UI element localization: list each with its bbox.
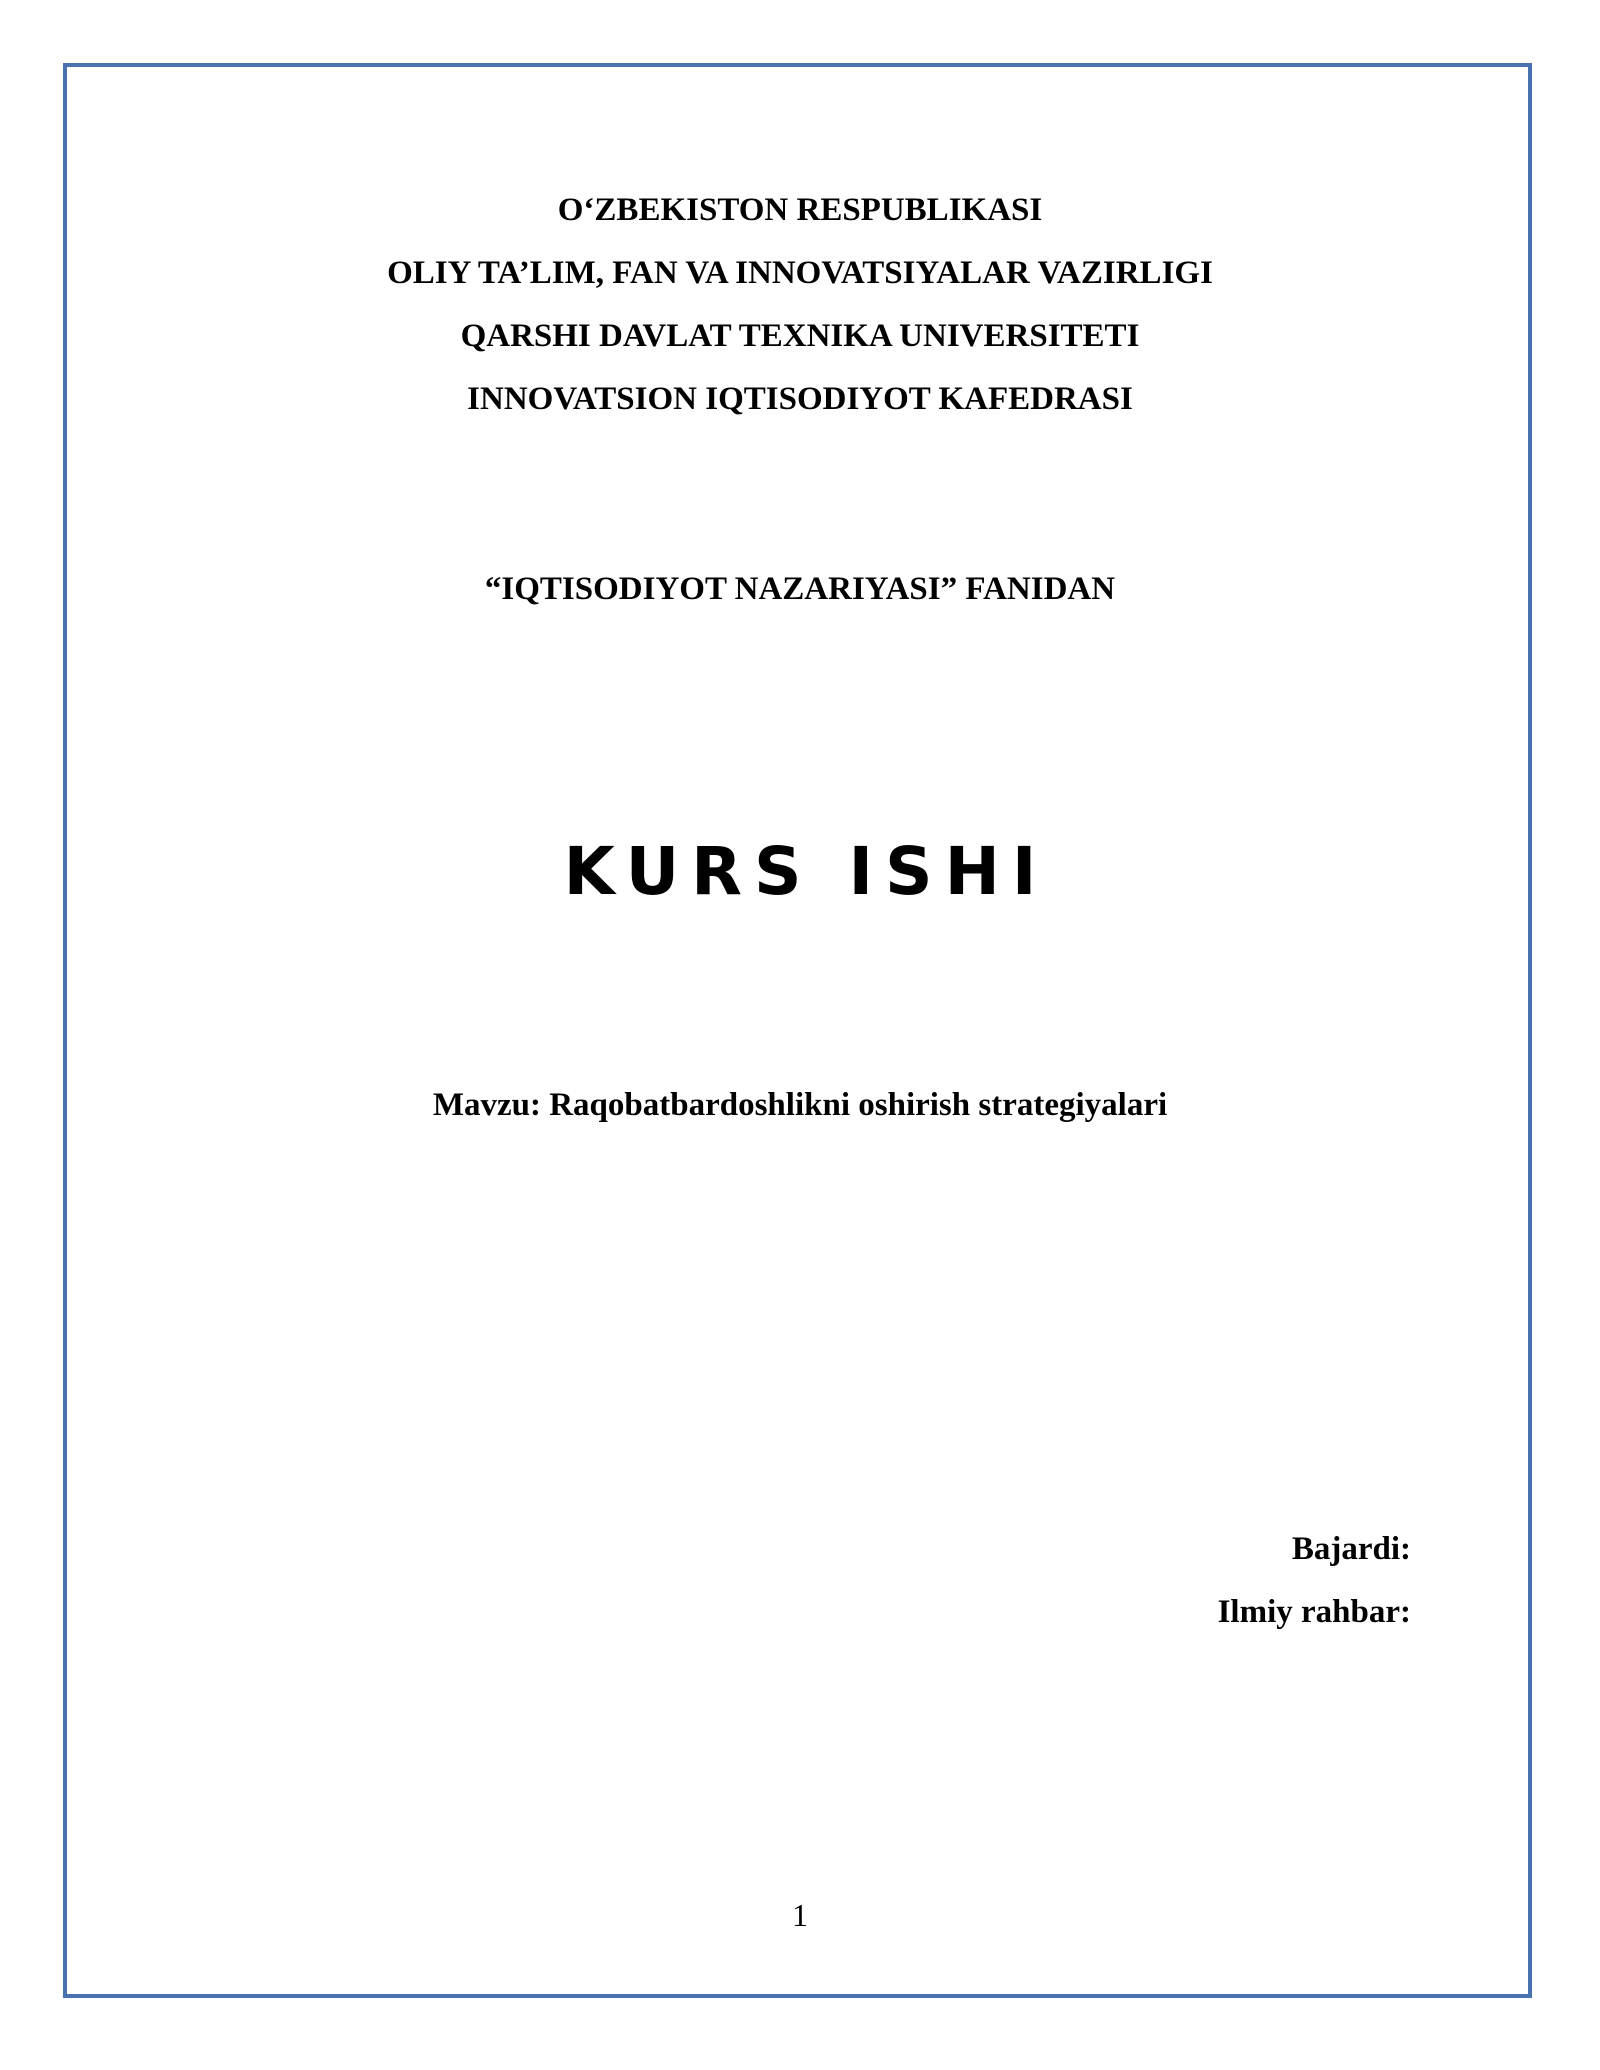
department-heading: INNOVATSION IQTISODIYOT KAFEDRASI [467,381,1133,417]
country-heading: O‘ZBEKISTON RESPUBLIKASI [557,192,1043,228]
supervisor-label: Ilmiy rahbar: [1217,1594,1411,1630]
subject-heading: “IQTISODIYOT NAZARIYASI” FANIDAN [484,571,1116,607]
performer-label: Bajardi: [1291,1531,1411,1567]
university-heading: QARSHI DAVLAT TEXNIKA UNIVERSITETI [460,318,1140,354]
page-number: 1 [792,1897,808,1933]
topic-line: Mavzu: Raqobatbardoshlikni oshirish strategiyalari [432,1087,1168,1123]
ministry-heading: OLIY TA’LIM, FAN VA INNOVATSIYALAR VAZIRLIGI [387,255,1213,291]
document-title: KURS ISHI [563,833,1049,910]
